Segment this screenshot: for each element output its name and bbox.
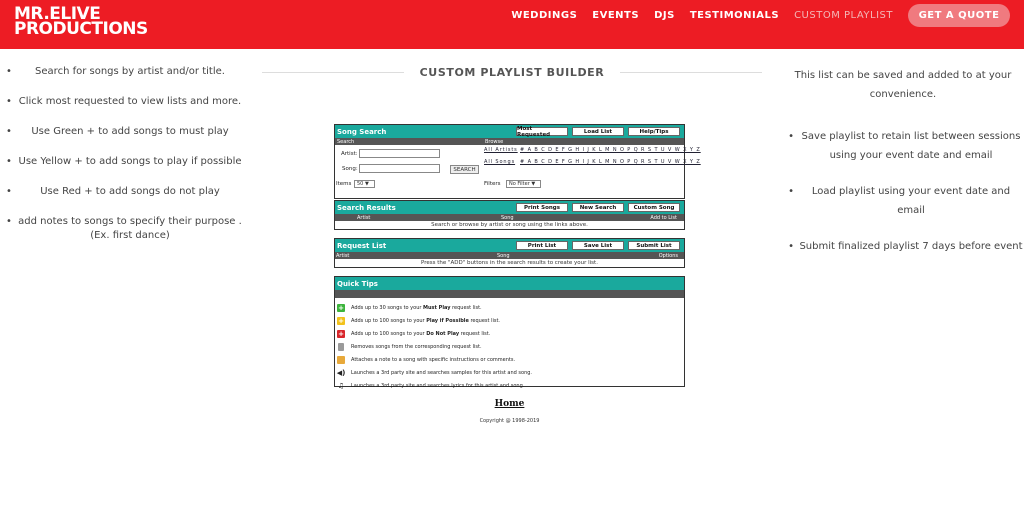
load-list-button[interactable]: Load List: [572, 127, 624, 136]
note-icon: [337, 356, 345, 364]
quick-tips-subhead: [335, 290, 684, 298]
items-label: Items: [336, 181, 352, 187]
song-alphabet-links[interactable]: # A B C D E F G H I J K L M N O P Q R S T U V W X Y Z: [520, 159, 701, 165]
search-results-empty-note: Search or browse by artist or song using the links above.: [431, 222, 588, 228]
nav-events[interactable]: EVENTS: [592, 10, 640, 21]
list-item: • Use Green + to add songs to must play: [6, 126, 229, 137]
playlist-info-intro: This list can be saved and added to at your convenience.: [794, 70, 1012, 100]
divider: [620, 72, 762, 73]
green-plus-icon: +: [338, 304, 344, 313]
song-search-panel: [334, 124, 701, 199]
print-songs-button[interactable]: Print Songs: [516, 203, 568, 212]
page-title: CUSTOM PLAYLIST BUILDER: [419, 65, 605, 79]
logo-line-2: PRODUCTIONS: [14, 19, 148, 39]
all-artists-link[interactable]: All Artists: [484, 147, 518, 153]
speaker-icon: ◀): [336, 368, 346, 377]
instructions-list: [0, 65, 250, 259]
custom-song-button[interactable]: Custom Song: [628, 203, 680, 212]
filters-select[interactable]: No Filter ▼: [506, 180, 541, 188]
col-song: Song: [497, 252, 510, 259]
list-item: ♫ Launches a 3rd party site and searches lyrics for this artist and song.: [337, 381, 525, 390]
filters-label: Filters: [484, 181, 501, 187]
request-list-title: Request List: [337, 241, 387, 250]
search-button[interactable]: SEARCH: [450, 165, 479, 174]
col-song: Song: [501, 214, 514, 221]
items-per-page-select[interactable]: 50 ▼: [354, 180, 375, 188]
quick-tips-list: [335, 298, 684, 392]
list-item: • Search for songs by artist and/or title.: [6, 66, 225, 77]
request-list-empty-note: Press the "ADD" buttons in the search results to create your list.: [421, 260, 598, 266]
lyrics-icon: ♫: [337, 381, 345, 390]
col-add-to-list: Add to List: [650, 214, 677, 221]
quick-tips-title: Quick Tips: [337, 279, 378, 288]
page-title-bar: [262, 64, 762, 80]
list-item: • Save playlist to retain list between sessions using your event date and email: [788, 131, 1021, 161]
list-item: • Submit finalized playlist 7 days before event: [788, 241, 1023, 252]
nav-testimonials[interactable]: TESTIMONIALS: [689, 10, 780, 21]
list-item: • Use Yellow + to add songs to play if possible: [6, 156, 242, 167]
list-item: • Click most requested to view lists and more.: [6, 96, 242, 107]
artist-alphabet-links[interactable]: # A B C D E F G H I J K L M N O P Q R S T U V W X Y Z: [520, 147, 701, 153]
list-item: + Adds up to 100 songs to your Play if Possible request list.: [338, 317, 501, 326]
request-list-panel: [334, 238, 685, 268]
save-list-button[interactable]: Save List: [572, 241, 624, 250]
red-plus-icon: +: [338, 330, 344, 339]
most-requested-button[interactable]: Most Requested: [516, 127, 568, 136]
submit-list-button[interactable]: Submit List: [628, 241, 680, 250]
request-list-columns: [335, 252, 684, 259]
list-item: • Load playlist using your event date and email: [788, 186, 1011, 216]
site-header: [0, 0, 1024, 49]
main-nav: [511, 0, 1024, 31]
subhead-search-label: Search: [337, 138, 355, 145]
home-link[interactable]: Home: [494, 399, 525, 409]
copyright-text: Copyright @ 1998-2019: [479, 418, 540, 424]
list-item: ◀) Launches a 3rd party site and searches samples for this artist and song.: [336, 368, 533, 377]
request-list-header: [335, 239, 684, 252]
search-results-panel: [334, 200, 685, 230]
nav-custom-playlist[interactable]: CUSTOM PLAYLIST: [794, 10, 893, 21]
col-artist: Artist: [357, 214, 371, 221]
site-logo[interactable]: [14, 4, 148, 39]
list-item: Attaches a note to a song with specific instructions or comments.: [336, 354, 684, 367]
artist-input[interactable]: [359, 149, 440, 158]
trash-icon: [338, 343, 344, 351]
subhead-browse-label: Browse: [485, 138, 504, 145]
search-form: [335, 145, 701, 198]
new-search-button[interactable]: New Search: [572, 203, 624, 212]
song-search-header: [335, 125, 684, 138]
all-songs-link[interactable]: All Songs: [484, 159, 516, 165]
print-list-button[interactable]: Print List: [516, 241, 568, 250]
list-item: + Adds up to 100 songs to your Do Not Play request list.: [338, 330, 491, 339]
song-label: Song:: [342, 166, 358, 172]
list-item: • add notes to songs to specify their purpose . (Ex. first dance): [6, 216, 242, 241]
divider: [262, 72, 404, 73]
quick-tips-panel: [334, 276, 685, 390]
nav-weddings[interactable]: WEDDINGS: [511, 10, 578, 21]
search-results-columns: [335, 214, 684, 221]
col-options: Options: [658, 252, 678, 259]
list-item: • Use Red + to add songs do not play: [6, 186, 220, 197]
song-search-title: Song Search: [337, 127, 387, 136]
nav-djs[interactable]: DJS: [654, 10, 675, 21]
artist-label: Artist:: [341, 151, 358, 157]
search-results-title: Search Results: [337, 203, 396, 212]
list-item: + Adds up to 30 songs to your Must Play request list.: [338, 304, 482, 313]
list-item: Removes songs from the corresponding request list.: [336, 341, 684, 354]
yellow-plus-icon: +: [338, 317, 344, 326]
quick-tips-header: [335, 277, 684, 290]
help-tips-button[interactable]: Help/Tips: [628, 127, 680, 136]
song-input[interactable]: [359, 164, 440, 173]
get-a-quote-button[interactable]: GET A QUOTE: [908, 4, 1010, 27]
song-search-subhead: [335, 138, 684, 145]
playlist-info: [782, 66, 1024, 273]
col-artist: Artist: [336, 252, 350, 259]
logo-line-1: MR.ELIVE: [14, 4, 101, 24]
search-results-header: [335, 201, 684, 214]
